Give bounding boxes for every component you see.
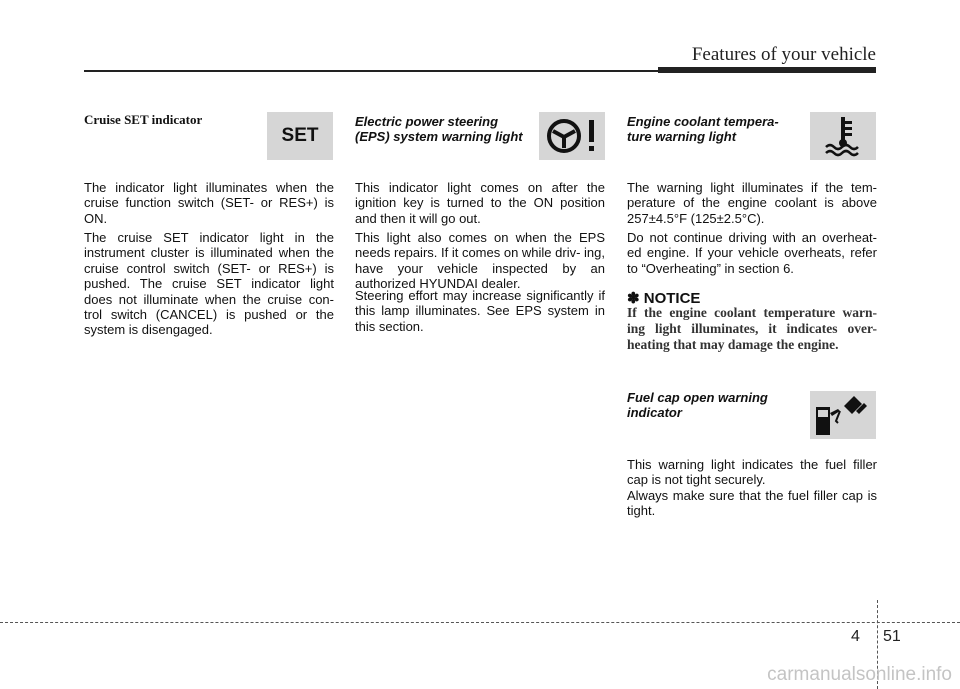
footer-rule bbox=[0, 622, 960, 623]
chapter-number: 4 bbox=[851, 628, 860, 645]
coolant-heading bbox=[627, 114, 779, 144]
coolant-para-2: Do not continue driving with an overheat- ed engine. If your vehicle overheats, refer to “Overheating” in section 6. bbox=[627, 230, 877, 276]
eps-heading-line-2: (EPS) system warning light bbox=[355, 129, 523, 144]
eps-heading-line-1: Electric power steering bbox=[355, 114, 499, 129]
fuel-cap-para-2: Always make sure that the fuel filler cap is tight. bbox=[627, 488, 877, 519]
notice-title-text: NOTICE bbox=[643, 290, 701, 307]
coolant-para-1: The warning light illuminates if the tem- perature of the engine coolant is above 257±4.5°F (125±2.5°C). bbox=[627, 180, 877, 226]
cruise-set-heading: Cruise SET indicator bbox=[84, 112, 203, 127]
header-rule-accent bbox=[658, 67, 876, 73]
coolant-heading-line-1: Engine coolant tempera- bbox=[627, 114, 779, 129]
watermark: carmanualsonline.info bbox=[767, 664, 952, 685]
steering-wheel-warning-icon bbox=[539, 112, 605, 160]
set-indicator-icon bbox=[267, 112, 333, 160]
fuel-cap-icon bbox=[810, 391, 876, 439]
cruise-set-para-2: The cruise SET indicator light in the instrument cluster is illuminated when the cruise control switch (SET- or RES+) is pushed. The cruise SET indicator light does not illuminate when the cruise con- trol switch (CANCEL) is pushed or the system is disengaged. bbox=[84, 230, 334, 338]
fuel-cap-heading bbox=[627, 390, 768, 420]
notice-text: If the engine coolant temperature warn- ing light illuminates, it indicates over- heating that may damage the engine. bbox=[627, 305, 877, 352]
coolant-heading-line-2: ture warning light bbox=[627, 129, 737, 144]
fuel-cap-heading-line-2: indicator bbox=[627, 405, 682, 420]
eps-para-1: This indicator light comes on after the ignition key is turned to the ON position and then it will go out. bbox=[355, 180, 605, 226]
page-header-title: Features of your vehicle bbox=[691, 44, 876, 65]
fuel-cap-para-1: This warning light indicates the fuel filler cap is not tight securely. bbox=[627, 457, 877, 488]
eps-para-3: Steering effort may increase significantly if this lamp illuminates. See EPS system in this section. bbox=[355, 288, 605, 334]
coolant-temperature-icon bbox=[810, 112, 876, 160]
fuel-cap-heading-line-1: Fuel cap open warning bbox=[627, 390, 768, 405]
notice-symbol: ✽ bbox=[627, 290, 640, 307]
eps-para-2: This light also comes on when the EPS needs repairs. If it comes on while driv- ing, have your vehicle inspected by an authorized HYUNDAI dealer. bbox=[355, 230, 605, 292]
set-indicator-label: SET bbox=[281, 125, 319, 146]
cruise-set-para-1: The indicator light illuminates when the cruise function switch (SET- or RES+) is ON. bbox=[84, 180, 334, 226]
eps-heading bbox=[355, 114, 523, 144]
page-number: 51 bbox=[883, 628, 901, 645]
